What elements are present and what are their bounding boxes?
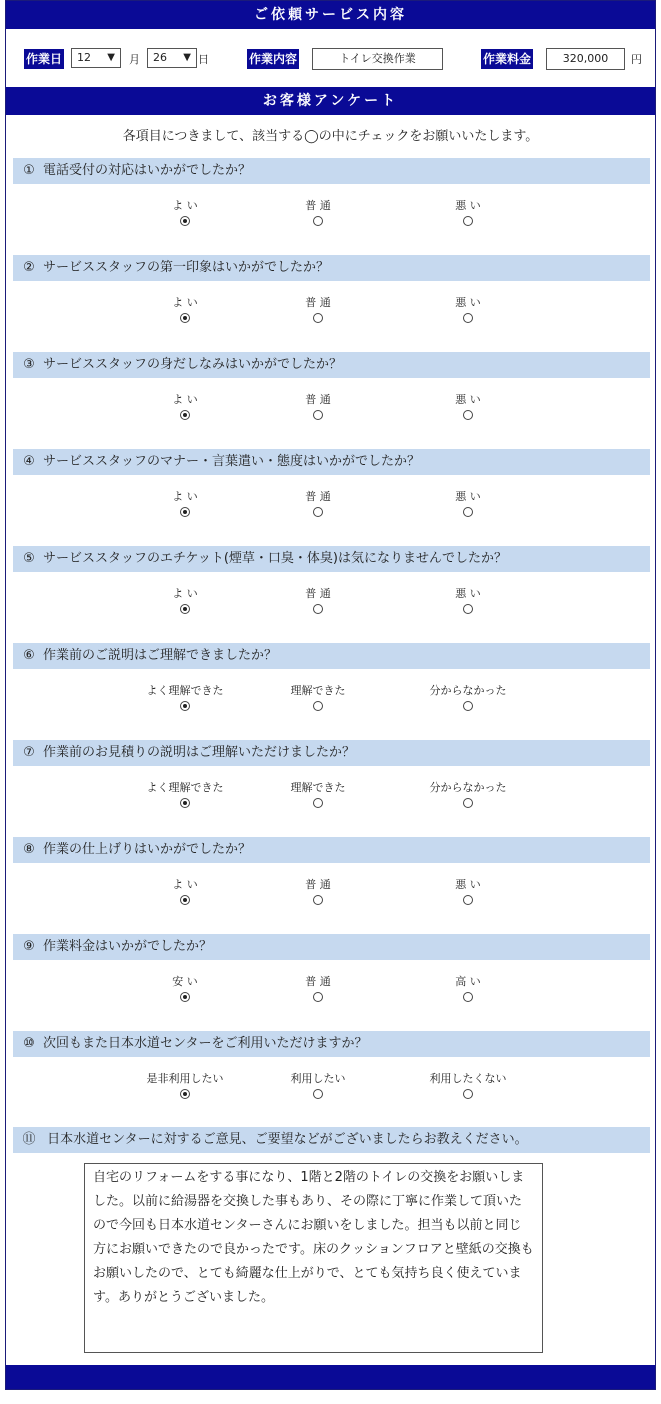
question-header — [13, 740, 650, 766]
radio-label: 悪 い — [455, 490, 481, 503]
question-number: ⑦ — [23, 745, 35, 760]
question-number: ① — [23, 163, 35, 178]
radio-label: 分からなかった — [429, 781, 507, 794]
fee-value-field: 320,000 — [546, 48, 625, 70]
survey-intro: 各項目につきまして、該当する◯の中にチェックをお願いいたします。 — [122, 129, 539, 144]
radio-option[interactable] — [258, 877, 378, 905]
radio-label: 普 通 — [305, 878, 331, 891]
radio-label: よ い — [172, 296, 198, 309]
radio-unchecked-icon[interactable] — [313, 507, 323, 517]
radio-option[interactable] — [125, 295, 245, 323]
radio-label: よ い — [172, 878, 198, 891]
radio-checked-icon[interactable] — [180, 604, 190, 614]
radio-checked-icon[interactable] — [180, 895, 190, 905]
radio-checked-icon[interactable] — [180, 507, 190, 517]
radio-unchecked-icon[interactable] — [463, 1089, 473, 1099]
question-text: サービススタッフの身だしなみはいかがでしたか？ — [43, 357, 343, 372]
radio-label: 普 通 — [305, 393, 331, 406]
radio-option[interactable] — [125, 1071, 245, 1099]
radio-option[interactable] — [125, 780, 245, 808]
survey-frame — [5, 0, 656, 1390]
question-number: ⑥ — [23, 648, 35, 663]
radio-option[interactable] — [258, 1071, 378, 1099]
radio-option[interactable] — [258, 974, 378, 1002]
radio-label: 悪 い — [455, 393, 481, 406]
radio-checked-icon[interactable] — [180, 216, 190, 226]
question-text: 次回もまた日本水道センターをご利用いただけますか？ — [43, 1036, 368, 1051]
radio-label: よ い — [172, 199, 198, 212]
radio-label: 悪 い — [455, 296, 481, 309]
radio-option[interactable] — [258, 198, 378, 226]
comment-box[interactable]: 自宅のリフォームをする事になり、1階と2階のトイレの交換をお願いしました。以前に給湯器を交換した事もあり、その際に丁寧に作業して頂いたので今回も日本水道センターさんにお願いをしました。担当も以前と同じ方にお願いできたので良かったです。床のクッションフロアと壁紙の交換もお願いしたので、とても綺麗な仕上がりで、とても気持ち良く使えています。ありがとうございました。 — [84, 1163, 543, 1353]
radio-unchecked-icon[interactable] — [463, 410, 473, 420]
radio-unchecked-icon[interactable] — [463, 216, 473, 226]
month-unit: 月 — [129, 53, 140, 66]
radio-label: 理解できた — [290, 684, 346, 697]
radio-label: 利用したい — [290, 1072, 346, 1085]
question-text: サービススタッフのエチケット(煙草・口臭・体臭)は気になりませんでしたか？ — [43, 551, 507, 566]
radio-unchecked-icon[interactable] — [313, 798, 323, 808]
radio-unchecked-icon[interactable] — [463, 604, 473, 614]
question-text: 作業の仕上げりはいかがでしたか？ — [43, 842, 252, 857]
date-label: 作業日 — [24, 49, 64, 69]
radio-unchecked-icon[interactable] — [463, 992, 473, 1002]
question-text: 作業前のお見積りの説明はご理解いただけましたか？ — [43, 745, 356, 760]
radio-option[interactable] — [258, 392, 378, 420]
radio-option[interactable] — [125, 198, 245, 226]
question-number: ④ — [23, 454, 35, 469]
radio-unchecked-icon[interactable] — [313, 701, 323, 711]
radio-unchecked-icon[interactable] — [313, 992, 323, 1002]
radio-checked-icon[interactable] — [180, 1089, 190, 1099]
question-text: 日本水道センターに対するご意見、ご要望などがございましたらお教えください。 — [47, 1132, 528, 1147]
radio-label: 普 通 — [305, 490, 331, 503]
radio-option[interactable] — [258, 586, 378, 614]
radio-unchecked-icon[interactable] — [463, 701, 473, 711]
radio-option[interactable] — [258, 780, 378, 808]
month-select[interactable] — [71, 48, 121, 68]
question-header — [13, 643, 650, 669]
question-text: 作業料金はいかがでしたか？ — [43, 939, 213, 954]
radio-option[interactable] — [408, 198, 528, 226]
service-header: ご依頼サービス内容 — [6, 1, 655, 29]
question-text: サービススタッフのマナー・言葉遣い・態度はいかがでしたか？ — [43, 454, 421, 469]
radio-unchecked-icon[interactable] — [313, 216, 323, 226]
radio-checked-icon[interactable] — [180, 798, 190, 808]
radio-label: よ い — [172, 587, 198, 600]
footer-bar — [6, 1365, 655, 1389]
work-label: 作業内容 — [247, 49, 299, 69]
question-header — [13, 255, 650, 281]
day-unit: 日 — [198, 53, 209, 66]
day-value: 26 — [153, 51, 167, 64]
fee-label: 作業料金 — [481, 49, 533, 69]
question-text: サービススタッフの第一印象はいかがでしたか？ — [43, 260, 330, 275]
radio-label: 高 い — [455, 975, 481, 988]
radio-label: よ い — [172, 490, 198, 503]
radio-option[interactable] — [125, 683, 245, 711]
question-header — [13, 934, 650, 960]
radio-label: 分からなかった — [429, 684, 507, 697]
radio-label: 悪 い — [455, 878, 481, 891]
radio-label: 普 通 — [305, 296, 331, 309]
radio-label: 悪 い — [455, 587, 481, 600]
radio-unchecked-icon[interactable] — [313, 1089, 323, 1099]
radio-checked-icon[interactable] — [180, 313, 190, 323]
radio-label: 安 い — [172, 975, 198, 988]
question-number: ⑨ — [23, 939, 35, 954]
day-select[interactable] — [147, 48, 197, 68]
radio-label: よく理解できた — [146, 684, 224, 697]
radio-option[interactable] — [408, 974, 528, 1002]
radio-label: 利用したくない — [429, 1072, 507, 1085]
question-text: 作業前のご説明はご理解できましたか？ — [43, 648, 278, 663]
fee-unit: 円 — [631, 53, 642, 66]
radio-option[interactable] — [408, 489, 528, 517]
question-number: ⑧ — [23, 842, 35, 857]
radio-option[interactable] — [408, 295, 528, 323]
question-header — [13, 1127, 650, 1153]
radio-option[interactable] — [408, 1071, 528, 1099]
question-number: ⑩ — [23, 1036, 35, 1051]
question-number: ⑤ — [23, 551, 35, 566]
radio-option[interactable] — [408, 683, 528, 711]
radio-checked-icon[interactable] — [180, 992, 190, 1002]
work-value-field: トイレ交換作業 — [312, 48, 443, 70]
radio-label: 普 通 — [305, 199, 331, 212]
question-header — [13, 837, 650, 863]
question-number: ② — [23, 260, 35, 275]
question-header — [13, 352, 650, 378]
radio-label: 理解できた — [290, 781, 346, 794]
radio-checked-icon[interactable] — [180, 410, 190, 420]
radio-option[interactable] — [408, 392, 528, 420]
question-number: ③ — [23, 357, 35, 372]
radio-option[interactable] — [125, 489, 245, 517]
radio-unchecked-icon[interactable] — [313, 313, 323, 323]
radio-option[interactable] — [125, 974, 245, 1002]
chevron-down-icon: ▼ — [183, 52, 191, 63]
question-header — [13, 546, 650, 572]
survey-header: お客様アンケート — [6, 87, 655, 115]
question-header — [13, 449, 650, 475]
radio-option[interactable] — [258, 489, 378, 517]
question-text: 電話受付の対応はいかがでしたか？ — [43, 163, 252, 178]
radio-unchecked-icon[interactable] — [313, 604, 323, 614]
radio-label: 普 通 — [305, 587, 331, 600]
radio-option[interactable] — [125, 877, 245, 905]
radio-label: よ い — [172, 393, 198, 406]
radio-unchecked-icon[interactable] — [463, 798, 473, 808]
radio-unchecked-icon[interactable] — [313, 410, 323, 420]
radio-option[interactable] — [125, 586, 245, 614]
radio-option[interactable] — [408, 780, 528, 808]
question-header — [13, 158, 650, 184]
question-header — [13, 1031, 650, 1057]
radio-option[interactable] — [408, 877, 528, 905]
radio-option[interactable] — [258, 683, 378, 711]
radio-unchecked-icon[interactable] — [313, 895, 323, 905]
chevron-down-icon: ▼ — [107, 52, 115, 63]
radio-checked-icon[interactable] — [180, 701, 190, 711]
radio-label: 悪 い — [455, 199, 481, 212]
radio-unchecked-icon[interactable] — [463, 895, 473, 905]
radio-label: 普 通 — [305, 975, 331, 988]
radio-unchecked-icon[interactable] — [463, 313, 473, 323]
question-number: ⑪ — [22, 1132, 36, 1147]
radio-label: よく理解できた — [146, 781, 224, 794]
radio-label: 是非利用したい — [146, 1072, 224, 1085]
radio-unchecked-icon[interactable] — [463, 507, 473, 517]
month-value: 12 — [77, 51, 91, 64]
radio-option[interactable] — [258, 295, 378, 323]
radio-option[interactable] — [408, 586, 528, 614]
radio-option[interactable] — [125, 392, 245, 420]
